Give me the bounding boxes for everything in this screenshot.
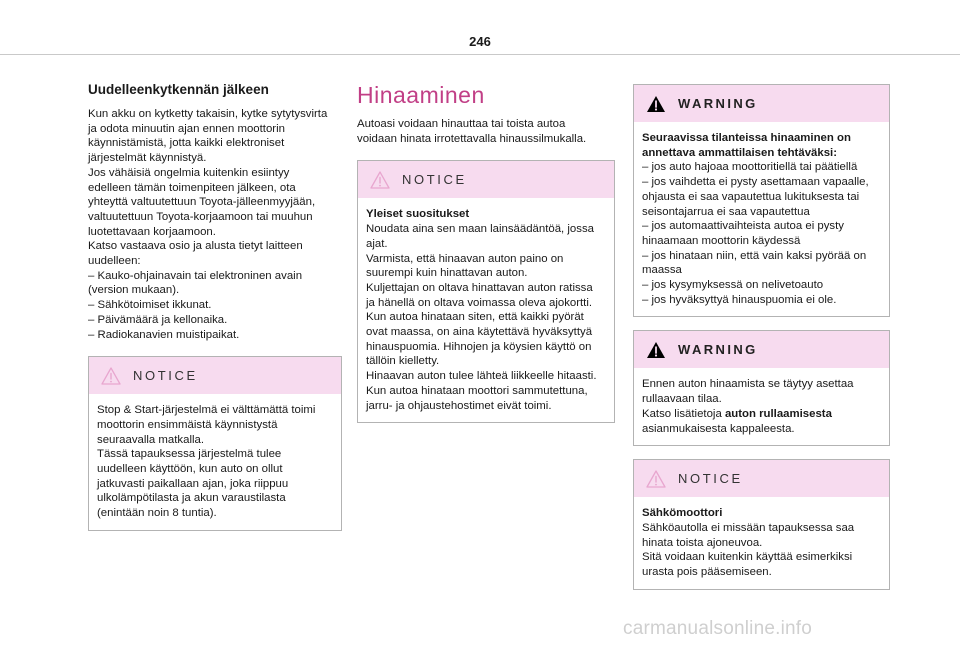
text-line: – jos automaattivaihteista autoa ei pysty xyxy=(642,220,844,233)
text-line: jatkuvasti paikallaan ajan, joka riippuu xyxy=(97,477,289,490)
text-line: urasta pois pääsemiseen. xyxy=(642,566,772,579)
notice-body xyxy=(358,198,614,422)
text-line: – Radiokanavien muistipaikat. xyxy=(88,328,240,341)
text-line: – jos vaihdetta ei pysty asettamaan vapaalle, xyxy=(642,176,869,189)
text-line: (version mukaan). xyxy=(88,284,180,297)
text-line: Sitä voidaan kuitenkin käyttää esimerkiksi xyxy=(642,551,853,564)
notice-label: NOTICE xyxy=(133,368,198,384)
text-line: – jos auto hajoaa moottoritiellä tai päätiellä xyxy=(642,161,858,174)
warning-icon xyxy=(646,95,666,113)
notice-body xyxy=(89,394,341,530)
text-line: Stop & Start-järjestelmä ei välttämättä toimi xyxy=(97,404,316,417)
text-line: Noudata aina sen maan lainsäädäntöä, jossa xyxy=(366,223,594,236)
column-3 xyxy=(633,84,890,590)
notice-icon xyxy=(370,171,390,189)
warning-body xyxy=(634,368,889,445)
warning-header xyxy=(634,85,889,122)
watermark: carmanualsonline.info xyxy=(623,618,813,639)
cross-reference: auton rullaamisesta xyxy=(724,407,832,420)
notice-box xyxy=(88,356,342,531)
text-line: annettava ammattilaisen tehtäväksi: xyxy=(642,146,837,159)
text-line: ja hänellä on oltava voimassa oleva ajokortti. xyxy=(366,296,593,309)
text-line: luotettavaan korjaamoon. xyxy=(88,225,216,238)
page-number: 246 xyxy=(469,34,491,49)
text-line: Tässä tapauksessa järjestelmä tulee xyxy=(97,448,282,461)
text-line: Varmista, että hinaavan auton paino on xyxy=(366,252,564,265)
column-1 xyxy=(88,82,342,531)
header-divider xyxy=(0,54,960,55)
section-heading: Uudelleenkytkennän jälkeen xyxy=(88,82,269,97)
notice-label: NOTICE xyxy=(402,172,467,188)
text-line: käynnistämistä, jotta kaikki elektroniset xyxy=(88,137,285,150)
text-line: Kun autoa hinataan siten, että kaikki pyörät xyxy=(366,311,584,324)
warning-box xyxy=(633,84,890,317)
text-line: moottorin ensimmäistä käynnistystä xyxy=(97,418,278,431)
text-line: Jos vähäisiä ongelmia kuitenkin esiintyy xyxy=(88,166,290,179)
intro-text xyxy=(357,117,615,146)
text-line: seuraavalla matkalla. xyxy=(97,433,204,446)
text-line: jarru- ja ohjaustehostimet eivät toimi. xyxy=(366,399,552,412)
text-line: Kun akku on kytketty takaisin, kytke sytytysvirta xyxy=(88,108,328,120)
text-line: Seuraavissa tilanteissa hinaaminen on xyxy=(642,132,851,144)
text-line: (enintään noin 8 tuntia). xyxy=(97,507,217,520)
text-line: edelleen tämän toimenpiteen jälkeen, ota xyxy=(88,181,296,194)
text-line: ovat maassa, on aina käytettävä hyväksyttyä xyxy=(366,326,593,339)
warning-label: WARNING xyxy=(678,342,758,358)
text-line: – Päivämäärä ja kellonaika. xyxy=(88,313,228,326)
warning-header xyxy=(634,331,889,368)
text-line: maassa xyxy=(642,264,682,277)
notice-body xyxy=(634,497,889,589)
notice-box xyxy=(633,459,890,590)
text-line: järjestelmät käynnistyä. xyxy=(88,152,207,165)
text-line: Autoasi voidaan hinauttaa tai toista autoa xyxy=(357,118,566,130)
text-line: voidaan hinata irrotettavalla hinaussilmukalla. xyxy=(357,132,587,145)
text-line: ja odota minuutin ajan ennen moottorin xyxy=(88,122,285,135)
notice-header xyxy=(89,357,341,394)
text-line: ulkolämpötilasta ja akun varaustilasta xyxy=(97,492,286,505)
notice-icon xyxy=(101,367,121,385)
text-line: – jos hyväksyttyä hinauspuomia ei ole. xyxy=(642,293,837,306)
text-line: hinaamaan moottorin käydessä xyxy=(642,234,801,247)
text-line: tällöin kielletty. xyxy=(366,355,440,368)
notice-box xyxy=(357,160,615,423)
text-line: Sähköautolla ei missään tapauksessa saa xyxy=(642,521,855,534)
section-title: Hinaaminen xyxy=(357,82,485,108)
text-line: hinata toista ajoneuvoa. xyxy=(642,536,763,549)
text-line: ajat. xyxy=(366,237,388,250)
text-line: Katso vastaava osio ja alusta tietyt laitteen xyxy=(88,240,303,253)
notice-subheading: Yleiset suositukset xyxy=(366,208,470,221)
text-line: ohjausta ei saa vapautettua lukituksesta tai xyxy=(642,190,860,203)
text-line: Ennen auton hinaamista se täytyy asettaa xyxy=(642,378,854,391)
text-line: hinauspuomia. Hihnojen ja köysien käyttö on xyxy=(366,340,592,353)
warning-body xyxy=(634,122,889,316)
warning-icon xyxy=(646,341,666,359)
text-line: valtuutettuun Toyota-korjaamoon tai muuhun xyxy=(88,210,313,223)
notice-icon xyxy=(646,470,666,488)
text-span: Katso lisätietoja xyxy=(642,407,725,420)
warning-label: WARNING xyxy=(678,96,758,111)
notice-label: NOTICE xyxy=(678,471,743,487)
text-line: suurempi kuin hinattavan auton. xyxy=(366,267,528,280)
column-2 xyxy=(357,82,615,423)
text-line: – Kauko-ohjainavain tai elektroninen avain xyxy=(88,269,303,282)
text-line: uudelleen käyttöön, kun auto on ollut xyxy=(97,463,283,476)
text-line: Kuljettajan on oltava hinattavan auton ratissa xyxy=(366,281,593,294)
text-line xyxy=(642,407,881,422)
text-line: Hinaavan auton tulee lähteä liikkeelle hitaasti. xyxy=(366,370,597,383)
text-line: rullaavaan tilaa. xyxy=(642,393,722,406)
warning-box xyxy=(633,330,890,446)
text-line: uudelleen: xyxy=(88,255,141,268)
notice-subheading: Sähkömoottori xyxy=(642,507,723,520)
text-line: Kun autoa hinataan moottori sammutettuna, xyxy=(366,384,588,397)
text-line: asianmukaisesta kappaleesta. xyxy=(642,422,795,435)
text-line: – Sähkötoimiset ikkunat. xyxy=(88,299,212,312)
notice-header xyxy=(634,460,889,497)
text-line: yhteyttä valtuutettuun Toyota-jälleenmyyjään, xyxy=(88,196,316,209)
text-line: – jos kysymyksessä on nelivetoauto xyxy=(642,279,824,292)
section-body xyxy=(88,107,342,342)
text-line: – jos hinataan niin, että vain kaksi pyörää on xyxy=(642,249,867,262)
notice-header xyxy=(358,161,614,198)
text-line: seisontajarrua ei saa vapautettua xyxy=(642,205,810,218)
